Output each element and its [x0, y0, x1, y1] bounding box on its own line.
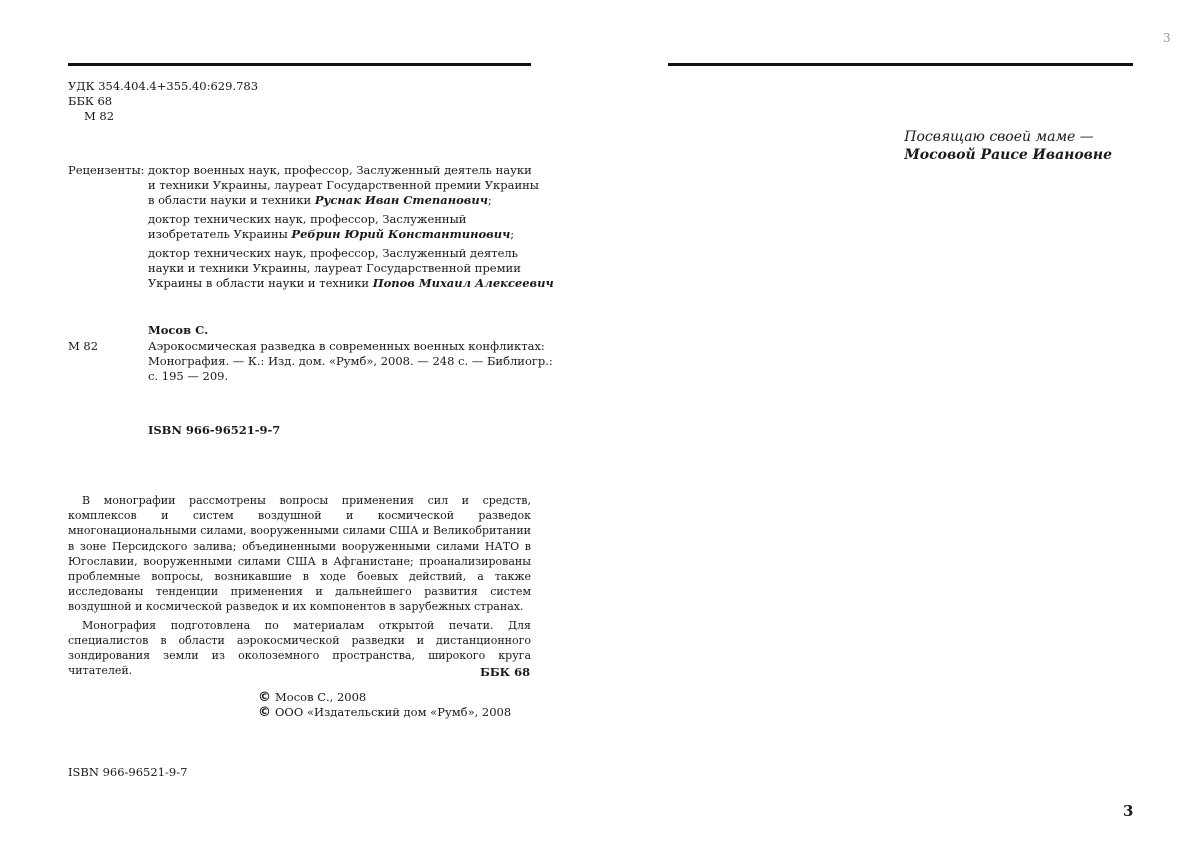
- reviewer-line: доктор военных наук, профессор, Заслуженный деятель науки: [148, 163, 532, 177]
- abstract-paragraph: Монография подготовлена по материалам открытой печати. Для специалистов в области аэрокосмической разведки и дистанционного зондирования земли из околоземного пространства, широкого круга читателей.: [68, 618, 531, 678]
- bbk-code: ББК 68: [68, 94, 113, 108]
- catalog-mark: М 82: [68, 339, 99, 353]
- reviewer-line: и техники Украины, лауреат Государственной премии Украины: [148, 178, 539, 192]
- copyright-line: © ООО «Издательский дом «Румб», 2008: [258, 705, 512, 720]
- reviewer-line: Украины в области науки и техники Попов Михаил Алексеевич: [148, 276, 554, 290]
- reviewer-line: в области науки и техники Руснак Иван Степанович;: [148, 193, 492, 207]
- catalog-description: [148, 339, 553, 384]
- dedication-name: Мосовой Раисе Ивановне: [904, 147, 1112, 163]
- abstract: [68, 493, 531, 678]
- author-mark: М 82: [84, 109, 115, 123]
- catalog-line: с. 195 — 209.: [148, 369, 229, 383]
- reviewer-line: доктор технических наук, профессор, Заслуженный деятель: [148, 246, 518, 260]
- reviewer-entry: [148, 163, 554, 208]
- right-page-top-rule: [668, 63, 1133, 66]
- library-codes: [68, 79, 258, 124]
- catalog-line: Монография. — К.: Изд. дом. «Румб», 2008. — 248 с. — Библиогр.:: [148, 354, 553, 368]
- reviewer-line: доктор технических наук, профессор, Заслуженный: [148, 212, 467, 226]
- catalog-isbn: ISBN 966-96521-9-7: [148, 423, 281, 437]
- reviewer-entry: [148, 212, 554, 242]
- reviewers-list: [148, 163, 554, 291]
- copyright-line: © Мосов С., 2008: [258, 690, 367, 705]
- bbk-label: ББК 68: [480, 665, 531, 679]
- dedication: [904, 128, 1112, 164]
- dedication-line: Посвящаю своей маме —: [904, 129, 1094, 145]
- page-number: 3: [1123, 802, 1134, 820]
- reviewer-line: науки и техники Украины, лауреат Государственной премии: [148, 261, 521, 275]
- left-page-top-rule: [68, 63, 531, 66]
- copyright-block: [258, 690, 511, 720]
- reviewer-name: Руснак Иван Степанович: [314, 193, 488, 207]
- reviewers-label: Рецензенты:: [68, 163, 145, 177]
- copyright-icon: ©: [258, 705, 271, 720]
- footer-isbn: ISBN 966-96521-9-7: [68, 765, 188, 779]
- reviewer-name: Ребрин Юрий Константинович: [291, 227, 511, 241]
- udk-code: УДК 354.404.4+355.40:629.783: [68, 79, 259, 93]
- reviewer-entry: [148, 246, 554, 291]
- page-mark-top: 3: [1163, 31, 1171, 45]
- copyright-icon: ©: [258, 690, 271, 705]
- catalog-author: Мосов С.: [148, 323, 209, 337]
- abstract-paragraph: В монографии рассмотрены вопросы применения сил и средств, комплексов и систем воздушной и космической разведок многонациональными силами, вооруженными силами США и Великобритании в зоне Персидского залива; объединенными вооруженными силами НАТО в Югославии, вооруженными силами США в Афганистане; проанализированы проблемные вопросы, возникавшие в ходе боевых действий, а также исследованы тенденции применения и дальнейшего развития систем воздушной и космической разведок и их компонентов в зарубежных странах.: [68, 494, 531, 614]
- reviewer-name: Попов Михаил Алексеевич: [372, 276, 554, 290]
- reviewer-line: изобретатель Украины Ребрин Юрий Константинович;: [148, 227, 515, 241]
- catalog-line: Аэрокосмическая разведка в современных военных конфликтах:: [148, 339, 545, 353]
